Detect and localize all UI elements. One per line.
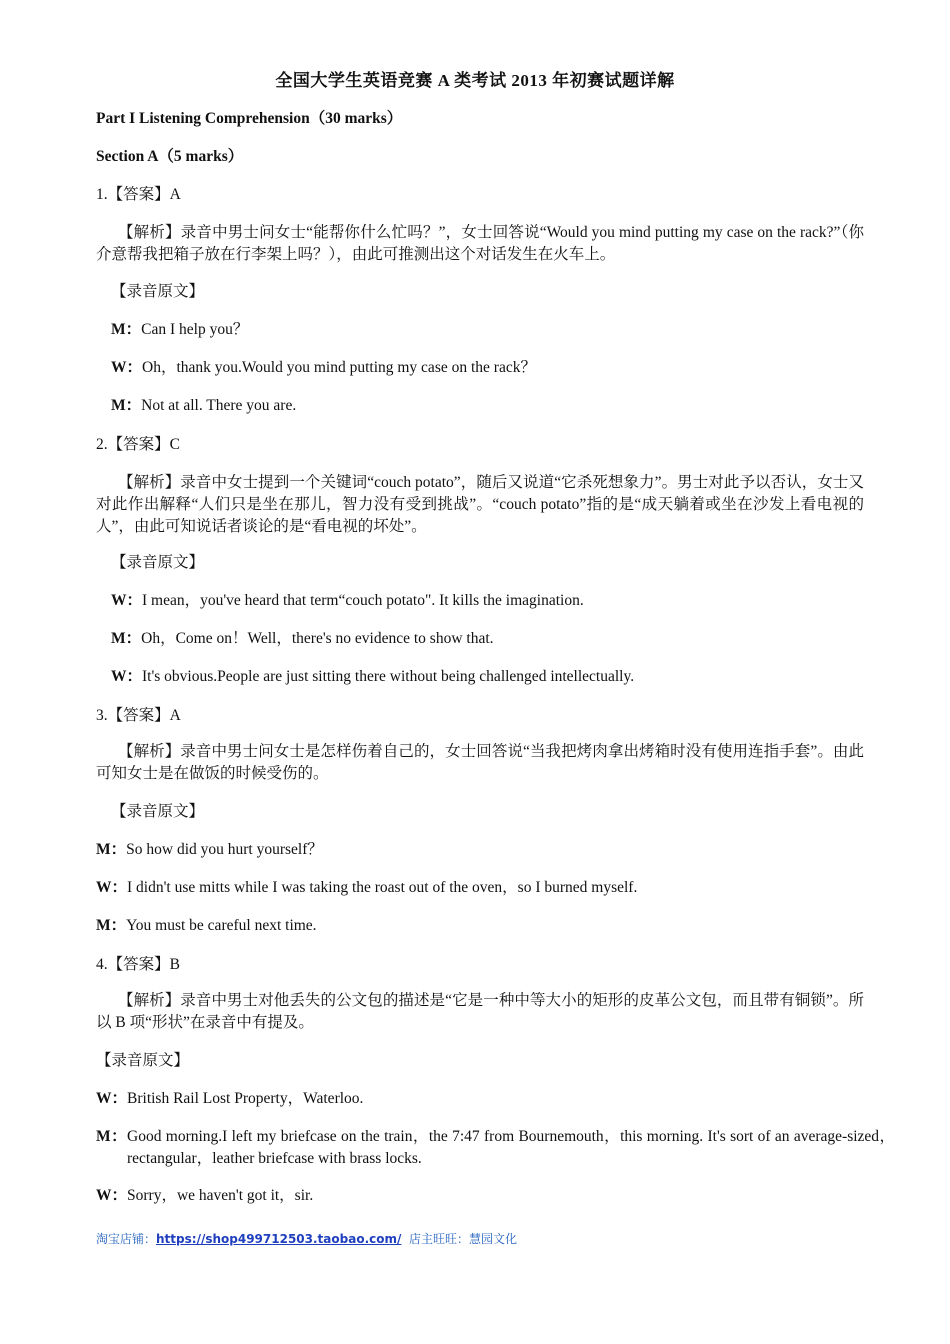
dialogue-line: M：Can I help you？ — [111, 321, 249, 338]
transcript-label-2: 【录音原文】 — [111, 554, 205, 571]
answer-4: 4.【答案】B — [96, 956, 180, 973]
shop-label: 淘宝店铺： — [96, 1232, 157, 1246]
dialogue-line: W：I mean，you've heard that term“couch potato". It kills the imagination. — [111, 592, 584, 609]
answer-3: 3.【答案】A — [96, 707, 181, 724]
dialogue-line: M：Not at all. There you are. — [111, 397, 297, 414]
part-heading: Part I Listening Comprehension（30 marks） — [96, 110, 403, 127]
dialogue-line: W：Sorry，we haven't got it，sir. — [96, 1187, 314, 1204]
dialogue-line: W：It's obvious.People are just sitting there without being challenged intellectually. — [111, 668, 635, 685]
analysis-4: 【解析】录音中男士对他丢失的公文包的描述是“它是一种中等大小的矩形的皮革公文包，而且带有铜锁”。所以 B 项“形状”在录音中有提及。 — [96, 992, 864, 1031]
answer-2: 2.【答案】C — [96, 436, 180, 453]
dialogue-line: W：British Rail Lost Property，Waterloo. — [96, 1090, 364, 1107]
analysis-3: 【解析】录音中男士问女士是怎样伤着自己的，女士回答说“当我把烤肉拿出烤箱时没有使用连指手套”。由此可知女士是在做饭的时候受伤的。 — [96, 743, 864, 782]
transcript-label-1: 【录音原文】 — [111, 283, 205, 300]
dialogue-line: M：Good morning.I left my briefcase on the train，the 7:47 from Bournemouth，this morning. It's sort of an average-sized，rectangular，leather briefcase with brass locks. — [96, 1128, 895, 1167]
analysis-1: 【解析】录音中男士问女士“能帮你什么忙吗？”，女士回答说“Would you mind putting my case on the rack?”（你介意帮我把箱子放在行李架上吗？），由此可推测出这个对话发生在火车上。 — [96, 224, 864, 263]
transcript-label-4: 【录音原文】 — [96, 1052, 190, 1069]
dialogue-line: W：I didn't use mitts while I was taking the roast out of the oven，so I burned myself. — [96, 879, 638, 896]
analysis-2: 【解析】录音中女士提到一个关键词“couch potato”，随后又说道“它杀死想象力”。男士对此予以否认，女士又对此作出解释“人们只是坐在那儿，智力没有受到挑战”。“couch potato”指的是“成天躺着或坐在沙发上看电视的人”，由此可知说话者谈论的是“看电视的坏处”。 — [96, 474, 864, 535]
dialogue-line: M：Oh，Come on！Well，there's no evidence to show that. — [111, 630, 494, 647]
owner-label: 店主旺旺：慧园文化 — [409, 1232, 518, 1246]
footer — [96, 1230, 517, 1247]
document-title: 全国大学生英语竞赛 A 类考试 2013 年初赛试题详解 — [275, 71, 675, 90]
dialogue-line: W：Oh，thank you.Would you mind putting my case on the rack？ — [111, 359, 536, 376]
shop-link[interactable]: https://shop499712503.taobao.com/ — [156, 1232, 402, 1246]
answer-1: 1.【答案】A — [96, 186, 181, 203]
dialogue-line: M：You must be careful next time. — [96, 917, 317, 934]
transcript-label-3: 【录音原文】 — [111, 803, 205, 820]
section-heading: Section A（5 marks） — [96, 148, 244, 165]
dialogue-line: M：So how did you hurt yourself？ — [96, 841, 323, 858]
